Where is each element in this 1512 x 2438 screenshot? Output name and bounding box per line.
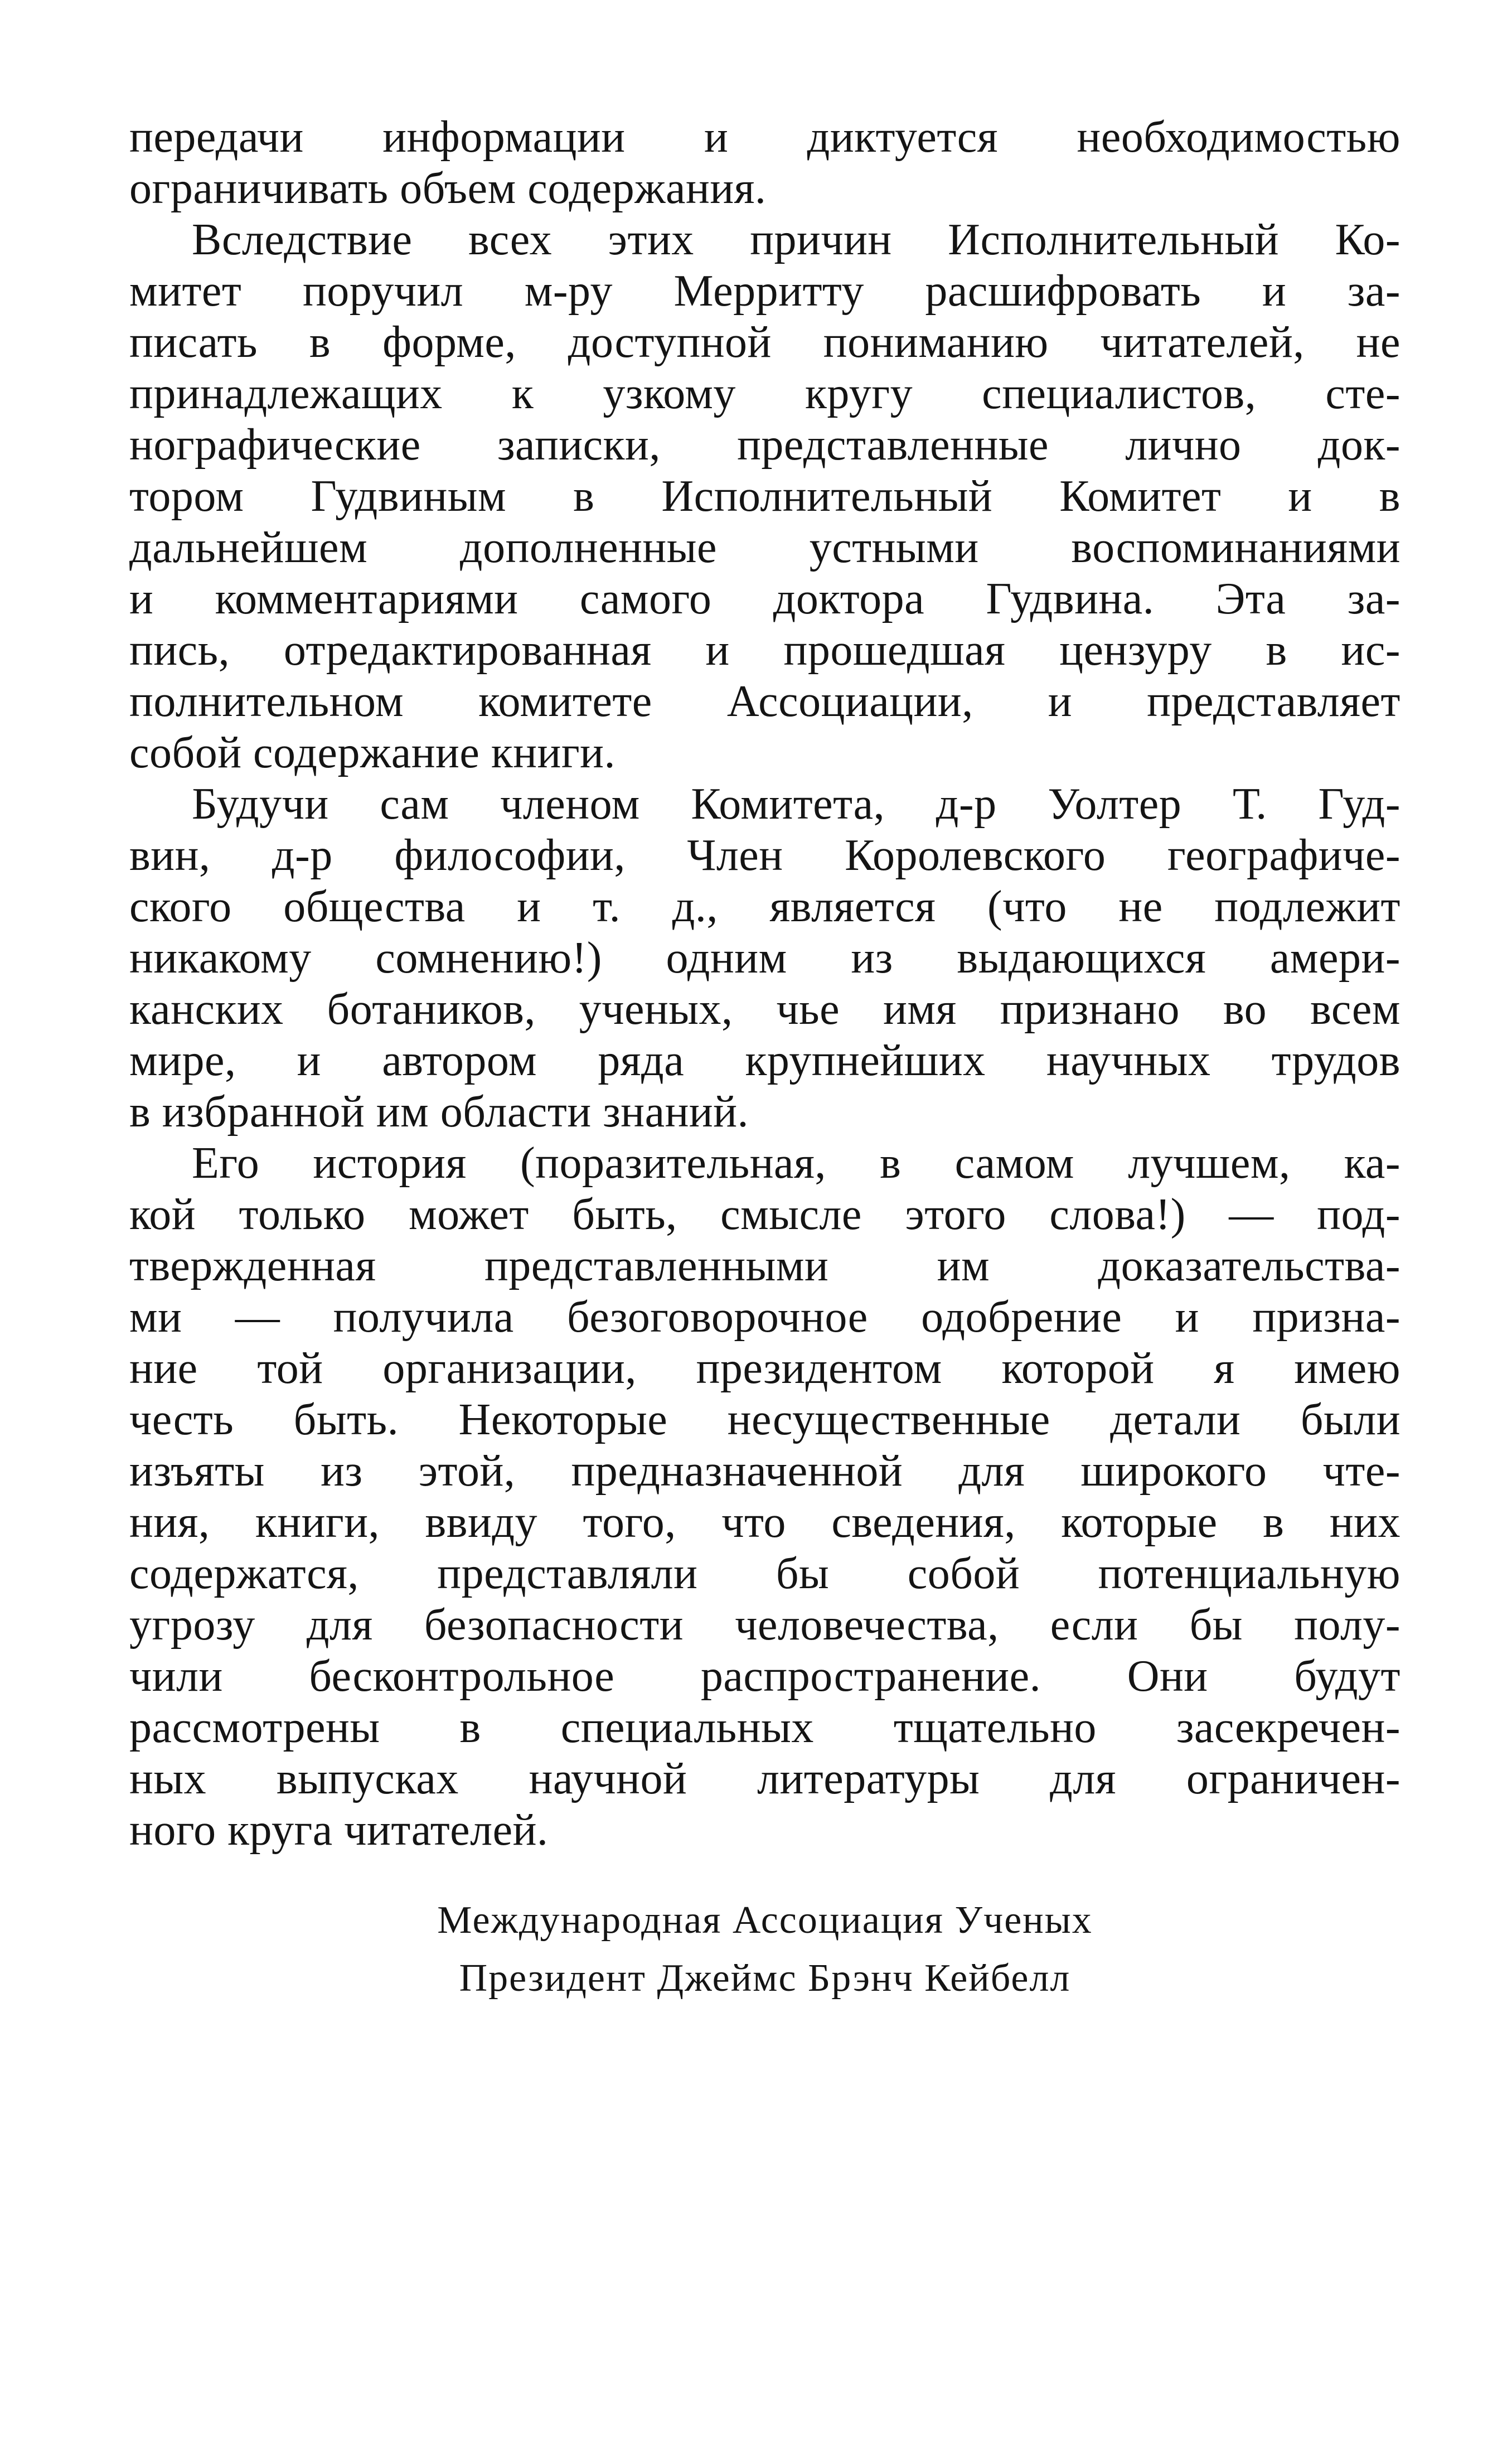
text-line: твержденная представленными им доказательства- [129,1241,1400,1290]
text-line: митет поручил м-ру Мерритту расшифровать и за- [129,267,1400,316]
signature-block [129,1892,1400,2008]
text-line: и комментариями самого доктора Гудвина. Эта за- [129,574,1400,623]
text-line: писать в форме, доступной пониманию читателей, не [129,318,1400,367]
text-line: угрозу для безопасности человечества, если бы полу- [129,1600,1400,1649]
text-line: ного круга читателей. [129,1806,549,1855]
text-line: дальнейшем дополненные устными воспоминаниями [129,523,1400,572]
signature-president: Президент Джеймс Брэнч Кейбелл [459,1957,1071,2000]
text-line: ния, книги, ввиду того, что сведения, которые в них [129,1498,1400,1547]
text-line: чили бесконтрольное распространение. Они будут [129,1652,1400,1701]
text-line: передачи информации и диктуется необходимостью [129,113,1400,162]
text-line: ние той организации, президентом которой я имею [129,1344,1400,1393]
text-line: Его история (поразительная, в самом лучшем, ка- [192,1139,1400,1188]
text-line: ского общества и т. д., является (что не подлежит [129,882,1400,931]
text-line: кой только может быть, смысле этого слова!) — под- [129,1190,1400,1239]
text-line: ограничивать объем содержания. [129,164,767,213]
signature-organization: Международная Ассоциация Ученых [437,1899,1093,1942]
text-line: собой содержание книги. [129,728,616,777]
paragraph-4 [129,1138,1400,1856]
text-line: честь быть. Некоторые несущественные детали были [129,1395,1400,1444]
text-line: полнительном комитете Ассоциации, и представляет [129,677,1400,726]
text-line: никакому сомнению!) одним из выдающихся амери- [129,933,1400,983]
text-line: вин, д-р философии, Член Королевского географиче- [129,831,1400,880]
text-line: Будучи сам членом Комитета, д-р Уолтер Т. Гуд- [192,780,1400,829]
text-line: принадлежащих к узкому кругу специалистов, сте- [129,369,1400,418]
text-line: содержатся, представляли бы собой потенциальную [129,1549,1400,1598]
paragraph-1 [129,112,1400,214]
text-line: ных выпусках научной литературы для ограничен- [129,1754,1400,1803]
text-line: ми — получила безоговорочное одобрение и призна- [129,1293,1400,1342]
document-body [129,112,1400,1856]
text-line: нографические записки, представленные лично док- [129,420,1400,470]
paragraph-3 [129,778,1400,1138]
text-line: рассмотрены в специальных тщательно засекречен- [129,1703,1400,1752]
paragraph-2 [129,214,1400,778]
text-line: в избранной им области знаний. [129,1087,749,1136]
text-line: канских ботаников, ученых, чье имя признано во всем [129,985,1400,1034]
text-line: Вследствие всех этих причин Исполнительный Ко- [192,215,1400,264]
text-line: изъяты из этой, предназначенной для широкого чте- [129,1447,1400,1496]
text-line: мире, и автором ряда крупнейших научных трудов [129,1036,1400,1085]
text-line: тором Гудвиным в Исполнительный Комитет и в [129,472,1400,521]
text-line: пись, отредактированная и прошедшая цензуру в ис- [129,626,1400,675]
